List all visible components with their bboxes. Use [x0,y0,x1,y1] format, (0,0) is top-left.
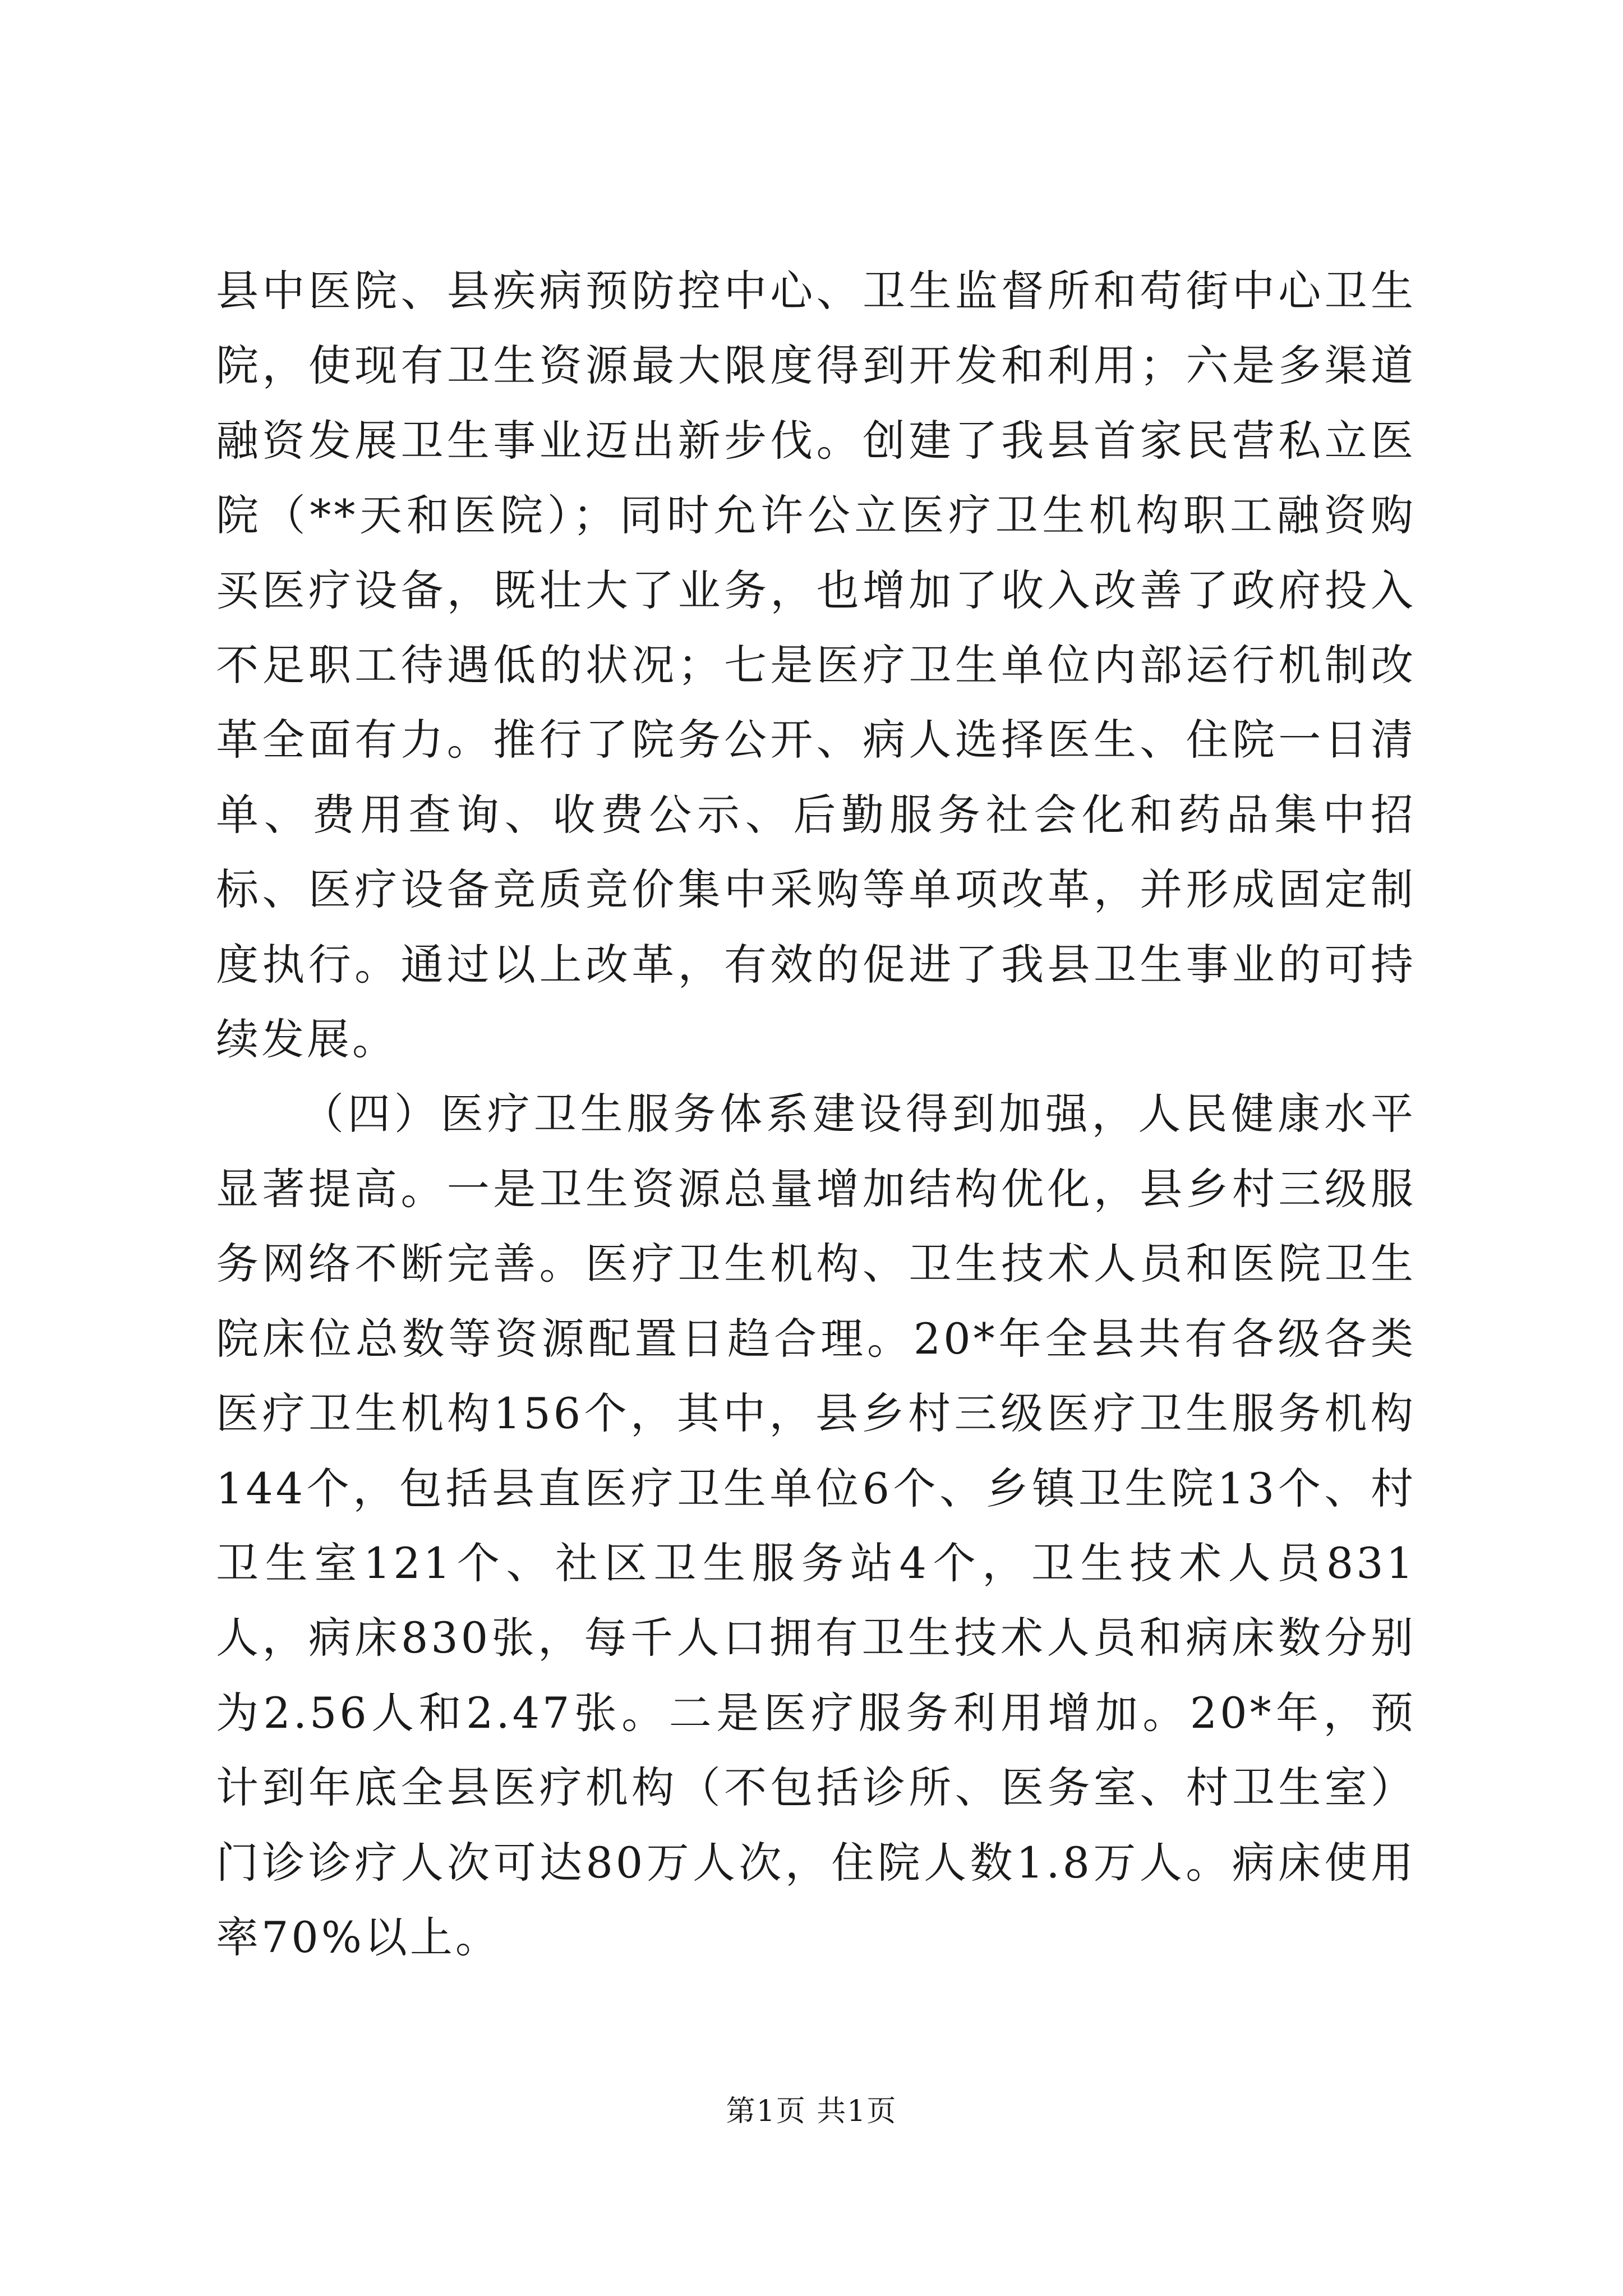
paragraph-health-service-system: （四）医疗卫生服务体系建设得到加强，人民健康水平显著提高。一是卫生资源总量增加结构优化，县乡村三级服务网络不断完善。医疗卫生机构、卫生技术人员和医院卫生院床位总数等资源配置日趋合理。20*年全县共有各级各类医疗卫生机构156个，其中，县乡村三级医疗卫生服务机构144个，包括县直医疗卫生单位6个、乡镇卫生院13个、村卫生室121个、社区卫生服务站4个，卫生技术人员831人，病床830张，每千人口拥有卫生技术人员和病床数分别为2.56人和2.47张。二是医疗服务利用增加。20*年，预计到年底全县医疗机构（不包括诊所、医务室、村卫生室）门诊诊疗人次可达80万人次，住院人数1.8万人。病床使用率70%以上。 [216,1089,1416,1962]
page-footer: 第1页 共1页 [726,2095,897,2128]
paragraph-reform-summary: 县中医院、县疾病预防控中心、卫生监督所和苟街中心卫生院，使现有卫生资源最大限度得到开发和利用；六是多渠道融资发展卫生事业迈出新步伐。创建了我县首家民营私立医院（**天和医院）；同时允许公立医疗卫生机构职工融资购买医疗设备，既壮大了业务，也增加了收入改善了政府投入不足职工待遇低的状况；七是医疗卫生单位内部运行机制改革全面有力。推行了院务公开、病人选择医生、住院一日清单、费用查询、收费公示、后勤服务社会化和药品集中招标、医疗设备竞质竞价集中采购等单项改革，并形成固定制度执行。通过以上改革，有效的促进了我县卫生事业的可持续发展。 [216,266,1416,1065]
document-body [216,254,1416,1975]
